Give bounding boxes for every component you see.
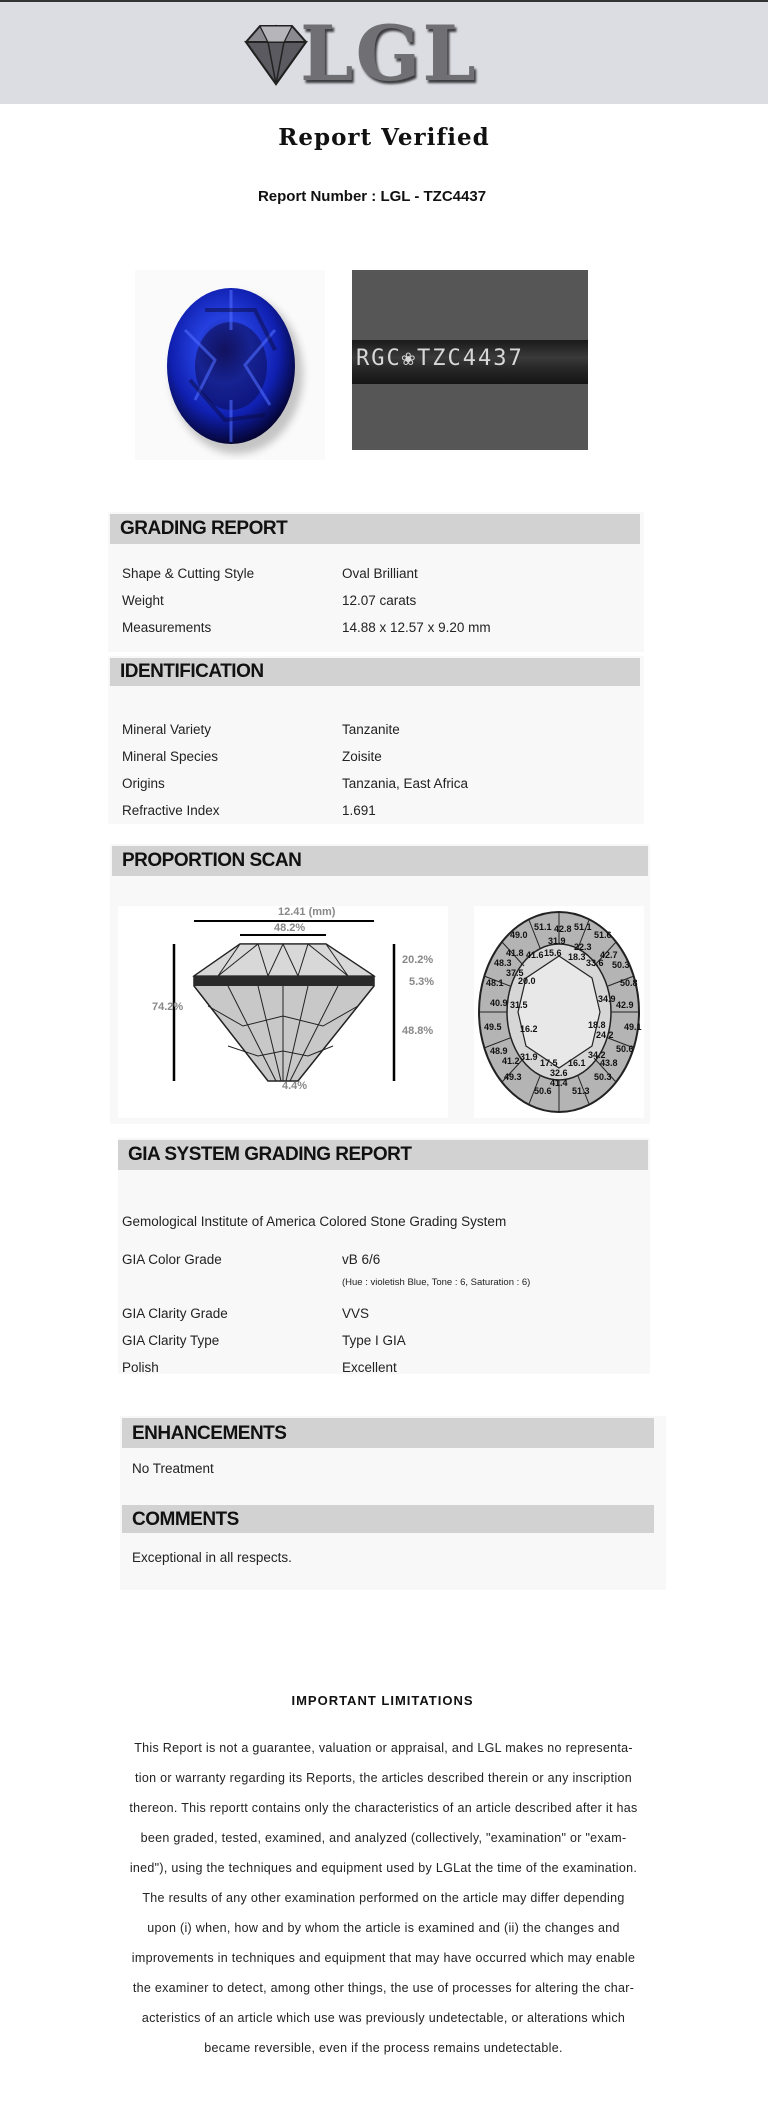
facet-value: 34.9 (598, 994, 616, 1004)
crown-label: 20.2% (402, 954, 434, 966)
facet-value: 16.2 (520, 1024, 538, 1034)
polish-label: Polish (122, 1360, 159, 1375)
proportion-side-view (118, 906, 448, 1118)
page-title: Report Verified (278, 124, 490, 151)
gemstone-photo (135, 270, 325, 460)
shape-label: Shape & Cutting Style (122, 566, 255, 581)
facet-value: 32.6 (550, 1068, 568, 1078)
gia-color-label: GIA Color Grade (122, 1252, 222, 1267)
facet-value: 18.3 (568, 952, 586, 962)
section-header-comments: COMMENTS (122, 1505, 654, 1533)
section-header-identification: IDENTIFICATION (110, 658, 640, 686)
mineral-species-value: Zoisite (342, 749, 382, 764)
facet-value: 50.6 (616, 1044, 634, 1054)
measurements-value: 14.88 x 12.57 x 9.20 mm (342, 620, 491, 635)
facet-value: 41.6 (526, 950, 544, 960)
shape-value: Oval Brilliant (342, 566, 418, 581)
mineral-species-label: Mineral Species (122, 749, 219, 764)
proportion-top-view (474, 906, 644, 1118)
facet-value: 50.3 (594, 1072, 612, 1082)
facet-value: 51.1 (574, 922, 592, 932)
limitations-line: tion or warranty regarding its Reports, the articles described therein or any inscription (134, 1771, 633, 1785)
inscription-text: RGC❀TZC4437 (356, 346, 524, 371)
origins-value: Tanzania, East Africa (342, 776, 469, 791)
facet-value: 51.6 (594, 930, 612, 940)
facet-value: 48.3 (494, 958, 512, 968)
gia-clarity-grade-label: GIA Clarity Grade (122, 1306, 228, 1321)
facet-value: 16.1 (568, 1058, 586, 1068)
facet-value: 50.6 (534, 1086, 552, 1096)
limitations-line: became reversible, even if the process remains undetectable. (204, 2041, 563, 2055)
limitations-line: The results of any other examination performed on the article may differ depending (142, 1891, 625, 1905)
limitations-line: ined"), using the techniques and equipment used by LGLat the time of the examination. (129, 1861, 638, 1875)
gia-clarity-type-value: Type I GIA (342, 1333, 406, 1348)
brand-logo[interactable] (236, 9, 486, 98)
report-number: Report Number : LGL - TZC4437 (257, 188, 487, 205)
facet-value: 41.4 (550, 1078, 568, 1088)
facet-value: 33.6 (586, 958, 604, 968)
facet-value: 31.9 (520, 1052, 538, 1062)
facet-value: 17.5 (540, 1058, 558, 1068)
facet-value: 37.5 (506, 968, 524, 978)
facet-value: 42.7 (600, 950, 618, 960)
logo-text: LGL (300, 9, 478, 98)
section-header-proportion: PROPORTION SCAN (112, 846, 648, 876)
facet-value: 41.8 (506, 948, 524, 958)
table-label: 48.2% (274, 922, 306, 934)
limitations-text (116, 1733, 651, 2063)
comments-text: Exceptional in all respects. (132, 1550, 292, 1565)
facet-value: 43.8 (600, 1058, 618, 1068)
weight-label: Weight (122, 593, 164, 608)
pavilion-label: 48.8% (402, 1025, 434, 1037)
facet-value: 31.5 (510, 1000, 528, 1010)
polish-value: Excellent (342, 1360, 397, 1375)
facet-value: 51.3 (572, 1086, 590, 1096)
facet-value: 18.8 (588, 1020, 606, 1030)
inscription-photo (352, 270, 588, 450)
facet-value: 24.2 (596, 1030, 614, 1040)
limitations-line: acteristics of an article which use was previously undetectable, or alterations which (141, 2011, 626, 2025)
weight-value: 12.07 carats (342, 593, 417, 608)
facet-value: 42.9 (616, 1000, 634, 1010)
enhancements-text: No Treatment (132, 1461, 214, 1476)
facet-value: 31.9 (548, 936, 566, 946)
facet-value: 49.5 (484, 1022, 502, 1032)
gia-subtitle: Gemological Institute of America Colored Stone Grading System (122, 1214, 507, 1229)
limitations-line: been graded, tested, examined, and analyzed (collectively, "examination" or "exam- (140, 1831, 627, 1845)
header-banner (0, 2, 768, 104)
culet-label: 4.4% (282, 1080, 308, 1092)
facet-value: 15.6 (544, 948, 562, 958)
limitations-line: thereon. This reportt contains only the characteristics of an article described after it has (129, 1801, 638, 1815)
limitations-line: upon (i) when, how and by whom the article is examined and (ii) the changes and (147, 1921, 620, 1935)
limitations-line: improvements in techniques and equipment that may have occurred which may enable (131, 1951, 636, 1965)
facet-value: 48.1 (486, 978, 504, 988)
width-label: 12.41 (mm) (278, 906, 336, 918)
mineral-variety-label: Mineral Variety (122, 722, 212, 737)
section-header-grading: GRADING REPORT (110, 514, 640, 544)
section-header-gia: GIA SYSTEM GRADING REPORT (118, 1140, 648, 1170)
mineral-variety-value: Tanzanite (342, 722, 400, 737)
refractive-index-label: Refractive Index (122, 803, 220, 818)
gia-color-value: vB 6/6 (342, 1252, 381, 1267)
facet-value: 20.0 (518, 976, 536, 986)
gia-clarity-grade-value: VVS (342, 1306, 370, 1321)
facet-value: 42.8 (554, 924, 572, 934)
facet-value: 49.3 (504, 1072, 522, 1082)
facet-value: 41.2 (502, 1056, 520, 1066)
limitations-line: This Report is not a guarantee, valuation or appraisal, and LGL makes no representa- (134, 1741, 633, 1755)
facet-value: 34.2 (588, 1050, 606, 1060)
measurements-label: Measurements (122, 620, 212, 635)
depth-label: 74.2% (152, 1001, 184, 1013)
facet-value: 51.1 (534, 922, 552, 932)
girdle-label: 5.3% (409, 976, 435, 988)
gia-clarity-type-label: GIA Clarity Type (122, 1333, 220, 1348)
facet-value: 49.1 (624, 1022, 642, 1032)
limitations-title: IMPORTANT LIMITATIONS (291, 1693, 474, 1708)
facet-value: 50.8 (620, 978, 638, 988)
facet-value: 49.0 (510, 930, 528, 940)
tanzanite-gem-image (135, 270, 325, 460)
facet-value: 40.9 (490, 998, 508, 1008)
limitations-line: the examiner to detect, among other things, the use of processes for altering the char- (132, 1981, 635, 1995)
facet-value: 50.3 (612, 960, 630, 970)
section-header-enhancements: ENHANCEMENTS (122, 1418, 654, 1448)
refractive-index-value: 1.691 (342, 803, 376, 818)
facet-value: 22.3 (574, 942, 592, 952)
facet-value: 48.9 (490, 1046, 508, 1056)
origins-label: Origins (122, 776, 165, 791)
gia-color-note: (Hue : violetish Blue, Tone : 6, Saturation : 6) (342, 1277, 531, 1288)
